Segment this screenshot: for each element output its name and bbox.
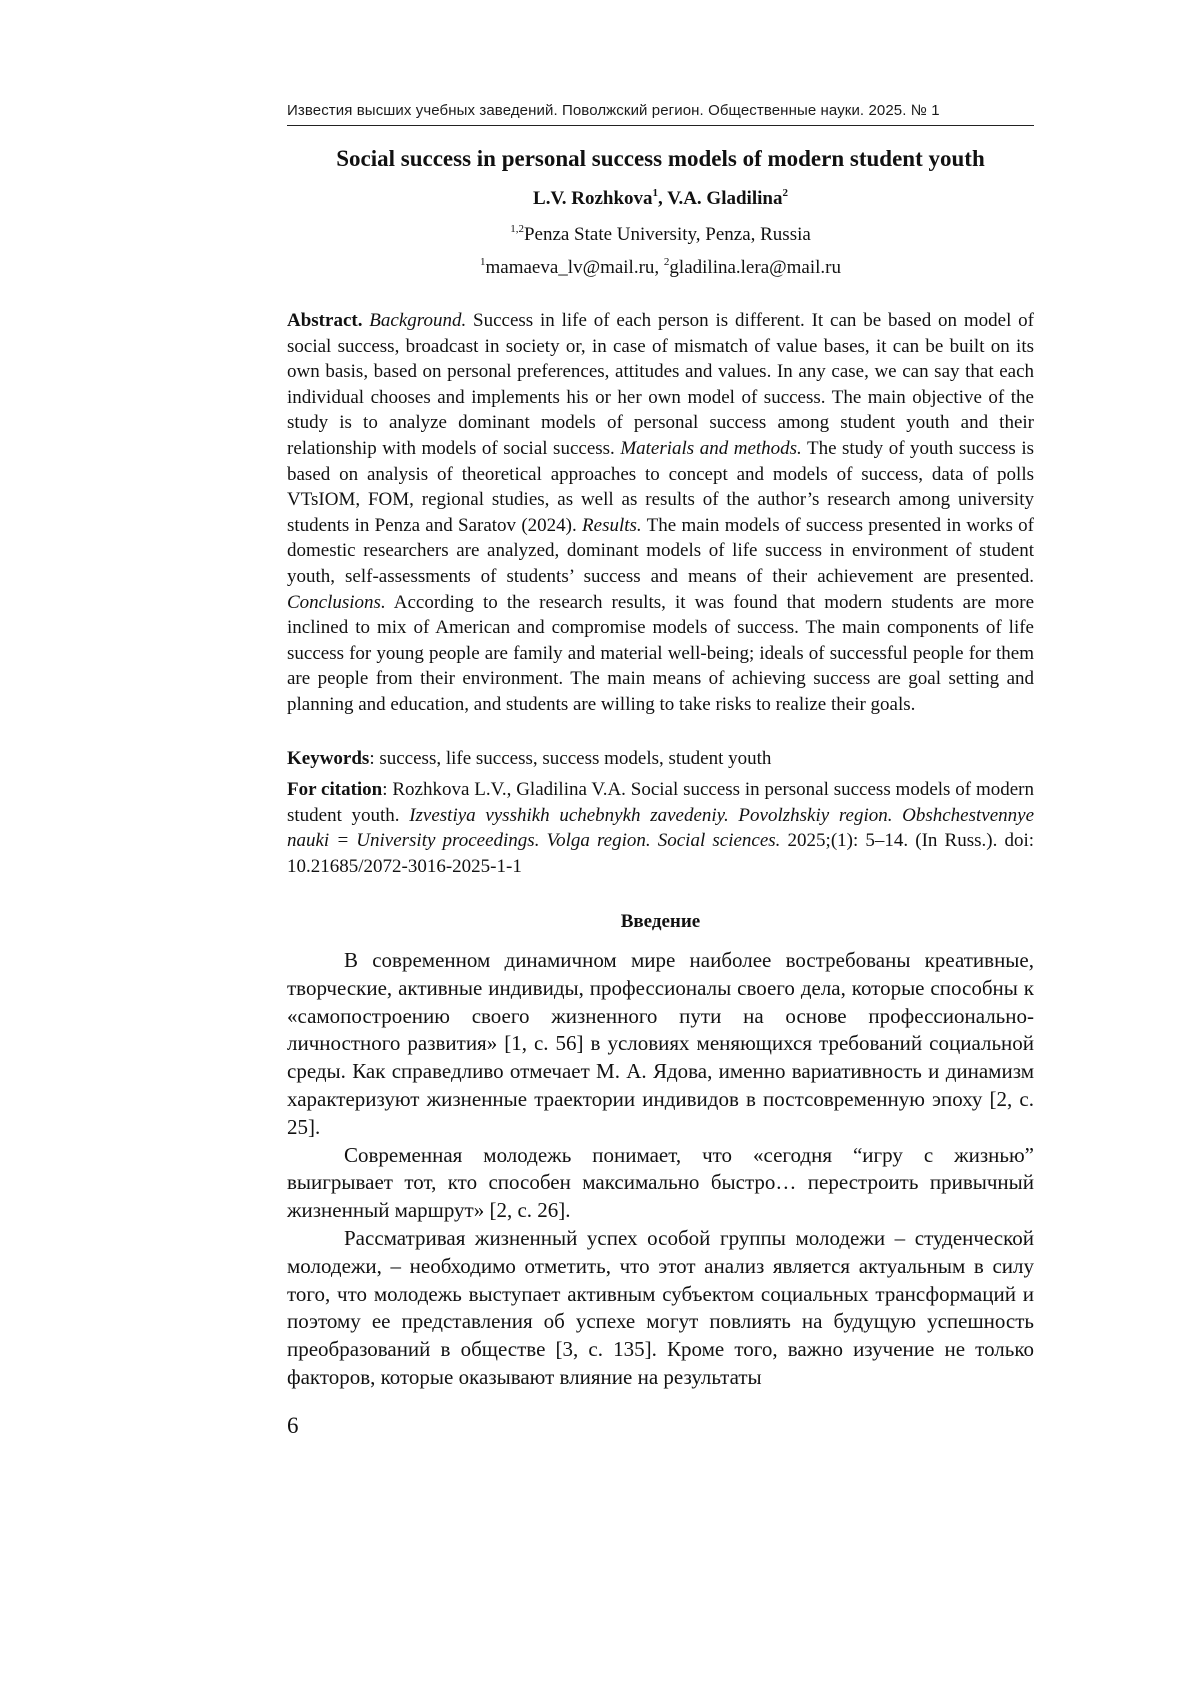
abstract-methods-label: Materials and methods. — [620, 437, 802, 459]
article-title: Social success in personal success models of modern student youth — [336, 146, 985, 171]
citation-label: For citation — [287, 779, 383, 800]
body-paragraph: Рассматривая жизненный успех особой группы молодежи – студенческой молодежи, – необходимо отметить, что этот анализ является актуальным в силу того, что молодежь выступает активным субъектом социальных трансформаций и поэтому ее представления об успехе могут повлиять на будущую успешность преобразований в обществе [3, с. 135]. Кроме того, важно изучение не только факторов, которые оказывают влияние на результаты — [287, 1225, 1034, 1389]
author-1-affiliation-mark: 1 — [652, 187, 659, 199]
citation-text-2: 2025;(1): 5–14. (In Russ.). doi: 10.21685/2072-3016-2025-1-1 — [287, 830, 1034, 877]
abstract-conclusions-label: Conclusions. — [287, 591, 386, 613]
body-text — [287, 947, 1034, 1392]
affiliation-mark: 1,2 — [510, 223, 524, 235]
author-separator: , — [658, 188, 668, 209]
authors-line — [287, 186, 1034, 212]
keywords — [287, 746, 1034, 772]
keywords-text: : success, life success, success models, student youth — [369, 748, 772, 769]
email-2[interactable]: gladilina.lera@mail.ru — [669, 257, 841, 278]
abstract — [287, 308, 1034, 718]
abstract-background-text: Success in life of each person is different. It can be based on model of social success, broadcast in society or, in case of mismatch of value bases, it can be built on its own basis, based on personal preferences, attitudes and values. In any case, we can say that each individual chooses and implements his or her own model of success. The main objective of the study is to analyze dominant models of personal success among student youth and their relationship with models of social success. — [287, 310, 1035, 459]
author-2-affiliation-mark: 2 — [782, 187, 788, 199]
citation — [287, 777, 1034, 879]
email-1-mark: 1 — [480, 256, 486, 268]
running-header: Известия высших учебных заведений. Поволжский регион. Общественные науки. 2025. № 1 — [287, 102, 940, 119]
header-divider — [287, 125, 1034, 126]
email-2-mark: 2 — [663, 256, 670, 268]
abstract-conclusions-text: According to the research results, it was found that modern students are more inclined to mix of American and compromise models of success. The main components of life success for young people are family and material well-being; ideals of successful people for them are people from their environment. The main means of achieving success are goal setting and planning and education, and students are willing to take risks to realize their goals. — [287, 591, 1034, 715]
keywords-label: Keywords — [287, 748, 370, 769]
abstract-background-label: Background. — [369, 310, 467, 331]
body-paragraph: В современном динамичном мире наиболее востребованы креативные, творческие, активные индивиды, профессионалы своего дела, которые способны к «самопостроению своего жизненного пути на основе профессионально-личностного развития» [1, с. 56] в условиях меняющихся требований социальной среды. Как справедливо отмечает М. А. Ядова, именно вариативность и динамизм характеризуют жизненные траектории индивидов в постсовременную эпоху [2, с. 25]. — [287, 948, 1034, 1139]
citation-journal: Izvestiya vysshikh uchebnykh zavedeniy. Povolzhskiy region. Obshchestvennye nauki = University proceedings. Volga region. Social sciences. — [287, 804, 1035, 852]
abstract-results-text: The main models of success presented in works of domestic researchers are analyzed, dominant models of life success in environment of student youth, self-assessments of students’ success and means of their achievement are presented. — [287, 514, 1034, 587]
page-number: 6 — [287, 1413, 299, 1438]
emails-line — [287, 255, 1034, 281]
abstract-methods-text: The study of youth success is based on analysis of theoretical approaches to concept and models of success, data of polls VTsIOM, FOM, regional studies, as well as results of the author’s research among university students in Penza and Saratov (2024). — [287, 437, 1034, 536]
citation-text-1: : Rozhkova L.V., Gladilina V.A. Social success in personal success models of modern student youth. — [287, 779, 1034, 826]
body-paragraph: Современная молодежь понимает, что «сегодня “игру с жизнью” выигрывает тот, кто способен максимально быстро… перестроить привычный жизненный маршрут» [2, с. 26]. — [287, 1142, 1034, 1223]
abstract-results-label: Results. — [582, 514, 642, 536]
email-1[interactable]: mamaeva_lv@mail.ru, — [485, 257, 664, 278]
abstract-label: Abstract. — [287, 310, 363, 331]
section-heading: Введение — [620, 911, 701, 932]
author-2: V.A. Gladilina — [667, 188, 783, 209]
author-1: L.V. Rozhkova — [533, 188, 653, 209]
journal-page — [287, 0, 1034, 1697]
affiliation: Penza State University, Penza, Russia — [523, 224, 811, 245]
affiliation-line — [287, 222, 1034, 248]
